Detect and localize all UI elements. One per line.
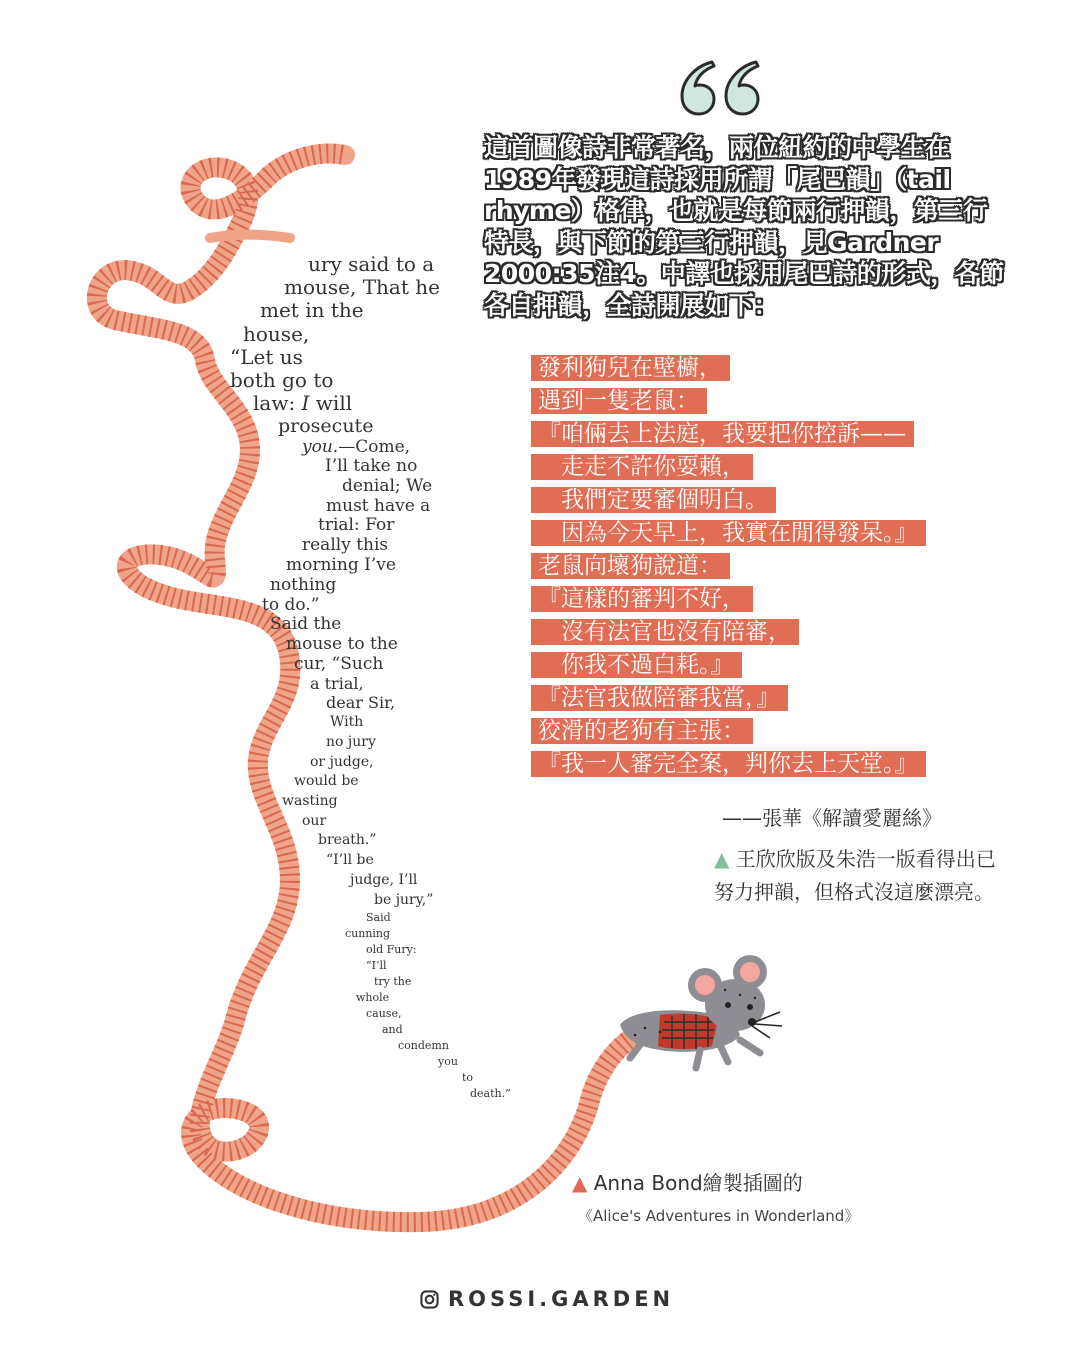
poem-line: 你我不過白耗。』 (531, 652, 742, 678)
tail-poem-line: Said (366, 911, 391, 924)
translation-note (714, 843, 1014, 909)
tail-poem-line: cunning (345, 927, 391, 940)
tail-poem-line: be jury,” (374, 892, 434, 908)
tail-poem-line: try the (374, 975, 412, 988)
quote-mark-icon (676, 52, 762, 116)
triangle-icon: ▲ (714, 847, 730, 871)
tail-poem-line: mouse to the (286, 634, 398, 654)
caption-text: Anna Bond繪製插圖的 (587, 1171, 803, 1195)
brand-handle[interactable] (420, 1286, 674, 1312)
tail-poem-line: would be (294, 773, 359, 789)
poem-line: 因為今天早上，我實在閒得發呆。』 (531, 520, 926, 546)
intro-line: 各自押韻，全詩開展如下： (484, 290, 779, 320)
mouse-illustration (600, 950, 790, 1080)
tail-poem-line: condemn (398, 1039, 449, 1052)
poem-line: 『法官我做陪審我當，』 (531, 685, 788, 711)
tail-poem-line: really this (302, 535, 389, 555)
tail-poem-line: law: I will (253, 391, 353, 415)
tail-poem-line: and (382, 1023, 403, 1036)
triangle-icon: ▲ (572, 1171, 588, 1195)
tail-poem-line: no jury (326, 734, 376, 750)
tail-poem-line: prosecute (278, 415, 374, 437)
tail-poem-line: “I’ll (366, 959, 387, 972)
tail-poem-line: old Fury: (366, 943, 417, 956)
tail-poem-line: cause, (366, 1007, 402, 1020)
tail-poem-line: denial; We (342, 476, 433, 496)
tail-poem-line: ury said to a (308, 252, 435, 276)
poem-line: 『這樣的審判不好， (531, 586, 753, 612)
tail-poem-line: cur, “Such (294, 654, 384, 674)
tail-poem-line: to (462, 1071, 474, 1084)
intro-line: 2000:35注4。中譯也採用尾巴詩的形式，各節 (484, 259, 1004, 288)
tail-poem-line: With (330, 714, 364, 730)
note-text: 王欣欣版及朱浩一版看得出已努力押韻，但格式沒這麼漂亮。 (714, 847, 996, 904)
tail-poem-line: morning I’ve (286, 555, 396, 575)
instagram-icon (420, 1290, 439, 1309)
tail-poem-line: a trial, (310, 674, 364, 693)
intro-line: 這首圖像詩非常著名，兩位紐約的中學生在 (484, 133, 950, 162)
tail-poem-line: dear Sir, (326, 693, 396, 712)
tail-poem-line: trial: For (318, 515, 395, 535)
tail-poem-line: house, (243, 322, 310, 346)
book-title: 《Alice's Adventures in Wonderland》 (578, 1207, 860, 1225)
tail-poem-line: both go to (230, 368, 334, 392)
intro-line: 特長，與下節的第三行押韻，見Gardner (484, 227, 939, 257)
poem-line: 遇到一隻老鼠： (531, 388, 707, 414)
poem-line: 走走不許你耍賴， (531, 454, 753, 480)
poem-line: 沒有法官也沒有陪審， (531, 619, 799, 645)
poem-line: 老鼠向壞狗說道： (531, 553, 730, 579)
tail-poem-line: nothing (270, 575, 337, 595)
poem-line: 我們定要審個明白。 (531, 487, 776, 513)
tail-poem-line: “I’ll be (326, 852, 374, 868)
brand-name: ROSSI.GARDEN (448, 1287, 675, 1311)
tail-poem-line: you (438, 1055, 458, 1068)
tail-poem-line: whole (356, 991, 390, 1004)
tail-poem-line: you.—Come, (302, 437, 411, 457)
tail-poem-line: “Let us (230, 345, 303, 369)
tail-poem-line: or judge, (310, 754, 374, 770)
intro-line: rhyme）格律，也就是每節兩行押韻，第三行 (484, 196, 988, 225)
tail-poem-line: death.” (470, 1087, 511, 1100)
tail-poem-line: to do.” (262, 595, 320, 615)
tail-poem-line: judge, I’ll (350, 872, 418, 888)
tail-poem-line: wasting (282, 793, 338, 809)
intro-paragraph (484, 132, 1034, 321)
tail-poem-line: I’ll take no (325, 456, 418, 476)
tail-poem-line: mouse, That he (284, 275, 440, 299)
tail-poem-line: met in the (260, 298, 364, 322)
tail-poem-line: Said the (270, 614, 342, 634)
poem-line: 『咱倆去上法庭，我要把你控訴—— (531, 421, 914, 447)
tail-poem-line: our (302, 813, 327, 829)
attribution: ——張華《解讀愛麗絲》 (722, 806, 942, 830)
poem-line: 發利狗兒在壁櫥， (531, 355, 730, 381)
intro-line: 1989年發現這詩採用所謂「尾巴韻」（tail (484, 164, 951, 194)
poem-line: 『我一人審完全案，判你去上天堂。』 (531, 751, 926, 777)
tail-poem-line: must have a (326, 496, 431, 516)
tail-poem-line: breath.” (318, 832, 377, 848)
illustration-caption (572, 1167, 803, 1196)
poem-line: 狡滑的老狗有主張： (531, 718, 753, 744)
